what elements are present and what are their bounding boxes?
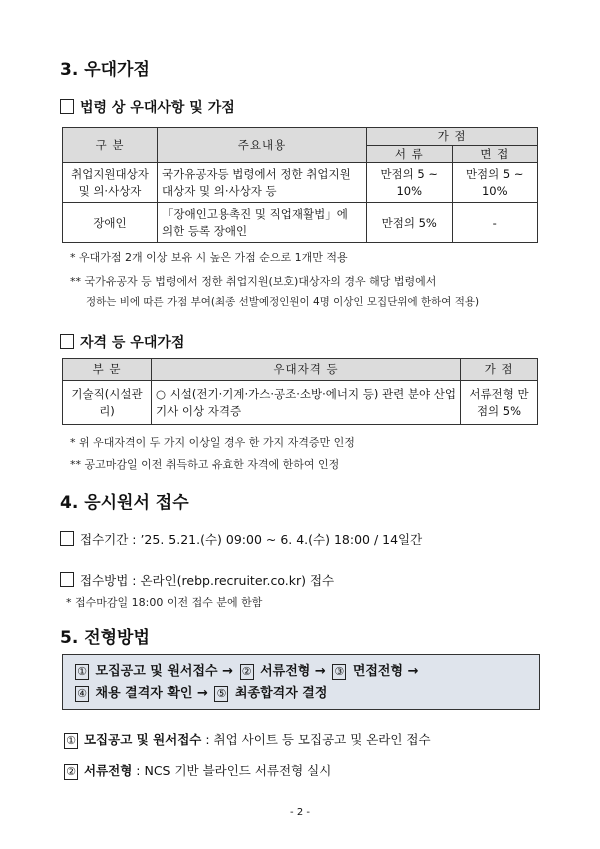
section3-title: 3. 우대가점 bbox=[60, 60, 150, 80]
process-item-1-title: 모집공고 및 원서접수 bbox=[83, 732, 202, 747]
process-item-2 bbox=[62, 761, 331, 780]
num-3: ③ bbox=[332, 664, 346, 680]
th-main: 주요내용 bbox=[158, 128, 367, 163]
table-cell: 만점의 5% bbox=[367, 203, 453, 243]
table-cell: 장애인 bbox=[63, 203, 158, 243]
note-2b: 정하는 비에 따른 가점 부여(최종 선발예정인원이 4명 이상인 모집단위에 한하여 적용) bbox=[86, 296, 480, 308]
subsection-qual bbox=[60, 332, 184, 352]
table-cell: - bbox=[452, 203, 538, 243]
table-cell: 서류전형 만점의 5% bbox=[461, 381, 538, 425]
note-1: * 우대가점 2개 이상 보유 시 높은 가점 순으로 1개만 적용 bbox=[70, 251, 348, 264]
apply-period-text: 접수기간 : ’25. 5.21.(수) 09:00 ~ 6. 4.(수) 18:00 / 14일간 bbox=[80, 532, 423, 547]
process-flow-box bbox=[62, 654, 540, 710]
apply-note: * 접수마감일 18:00 이전 접수 분에 한함 bbox=[66, 596, 263, 609]
legal-bonus-table bbox=[62, 127, 538, 243]
section4-title: 4. 응시원서 접수 bbox=[60, 493, 189, 513]
section5-title: 5. 전형방법 bbox=[60, 628, 150, 648]
table-cell: 「장애인고용촉진 및 직업재활법」에 의한 등록 장애인 bbox=[158, 203, 367, 243]
table-cell: 만점의 5 ~ 10% bbox=[452, 163, 538, 203]
process-item-2-text: : NCS 기반 블라인드 서류전형 실시 bbox=[136, 763, 332, 778]
num-5: ⑤ bbox=[214, 686, 228, 702]
num-2: ② bbox=[240, 664, 254, 680]
table-cell: 만점의 5 ~ 10% bbox=[367, 163, 453, 203]
flow-step-4: 채용 결격자 확인 → bbox=[95, 686, 208, 701]
qual-bonus-table bbox=[62, 358, 538, 425]
num-4: ④ bbox=[75, 686, 89, 702]
checkbox-icon bbox=[60, 99, 74, 114]
apply-period bbox=[60, 530, 422, 548]
num-1: ① bbox=[64, 733, 78, 749]
apply-method-text: 접수방법 : 온라인(rebp.recruiter.co.kr) 접수 bbox=[80, 573, 335, 588]
th-points: 가 점 bbox=[367, 128, 538, 146]
flow-step-1: 모집공고 및 원서접수 → bbox=[95, 664, 234, 679]
flow-step-3: 면접전형 → bbox=[352, 664, 419, 679]
th-category: 구 분 bbox=[63, 128, 158, 163]
note-3: * 위 우대자격이 두 가지 이상일 경우 한 가지 자격증만 인정 bbox=[70, 436, 355, 449]
process-item-1 bbox=[62, 730, 431, 749]
flow-line-1 bbox=[73, 661, 529, 683]
num-2: ② bbox=[64, 764, 78, 780]
table-cell: 기술직(시설관리) bbox=[63, 381, 152, 425]
flow-step-2: 서류전형 → bbox=[260, 664, 326, 679]
th-part: 부 문 bbox=[63, 359, 152, 381]
num-1: ① bbox=[75, 664, 89, 680]
page-number: - 2 - bbox=[290, 807, 310, 818]
flow-line-2 bbox=[73, 683, 529, 705]
th-points2: 가 점 bbox=[461, 359, 538, 381]
subsection-qual-label: 자격 등 우대가점 bbox=[80, 335, 185, 351]
flow-step-5: 최종합격자 결정 bbox=[234, 686, 328, 701]
checkbox-icon bbox=[60, 531, 74, 546]
note-4: ** 공고마감일 이전 취득하고 유효한 자격에 한하여 인정 bbox=[70, 458, 340, 471]
th-document: 서 류 bbox=[367, 145, 453, 163]
table-cell: ○ 시설(전기·기계·가스·공조·소방·에너지 등) 관련 분야 산업기사 이상 자격증 bbox=[152, 381, 461, 425]
checkbox-icon bbox=[60, 572, 74, 587]
apply-method bbox=[60, 571, 334, 589]
table-cell: 국가유공자등 법령에서 정한 취업지원 대상자 및 의·사상자 등 bbox=[158, 163, 367, 203]
checkbox-icon bbox=[60, 334, 74, 349]
subsection-legal-label: 법령 상 우대사항 및 가점 bbox=[80, 100, 235, 116]
table-cell: 취업지원대상자 및 의·사상자 bbox=[63, 163, 158, 203]
note-2a: ** 국가유공자 등 법령에서 정한 취업지원(보호)대상자의 경우 해당 법령에서 bbox=[70, 275, 437, 288]
th-qual: 우대자격 등 bbox=[152, 359, 461, 381]
subsection-legal bbox=[60, 97, 235, 117]
process-item-1-text: : 취업 사이트 등 모집공고 및 온라인 접수 bbox=[205, 732, 431, 747]
process-item-2-title: 서류전형 bbox=[83, 763, 133, 778]
th-interview: 면 접 bbox=[452, 145, 538, 163]
